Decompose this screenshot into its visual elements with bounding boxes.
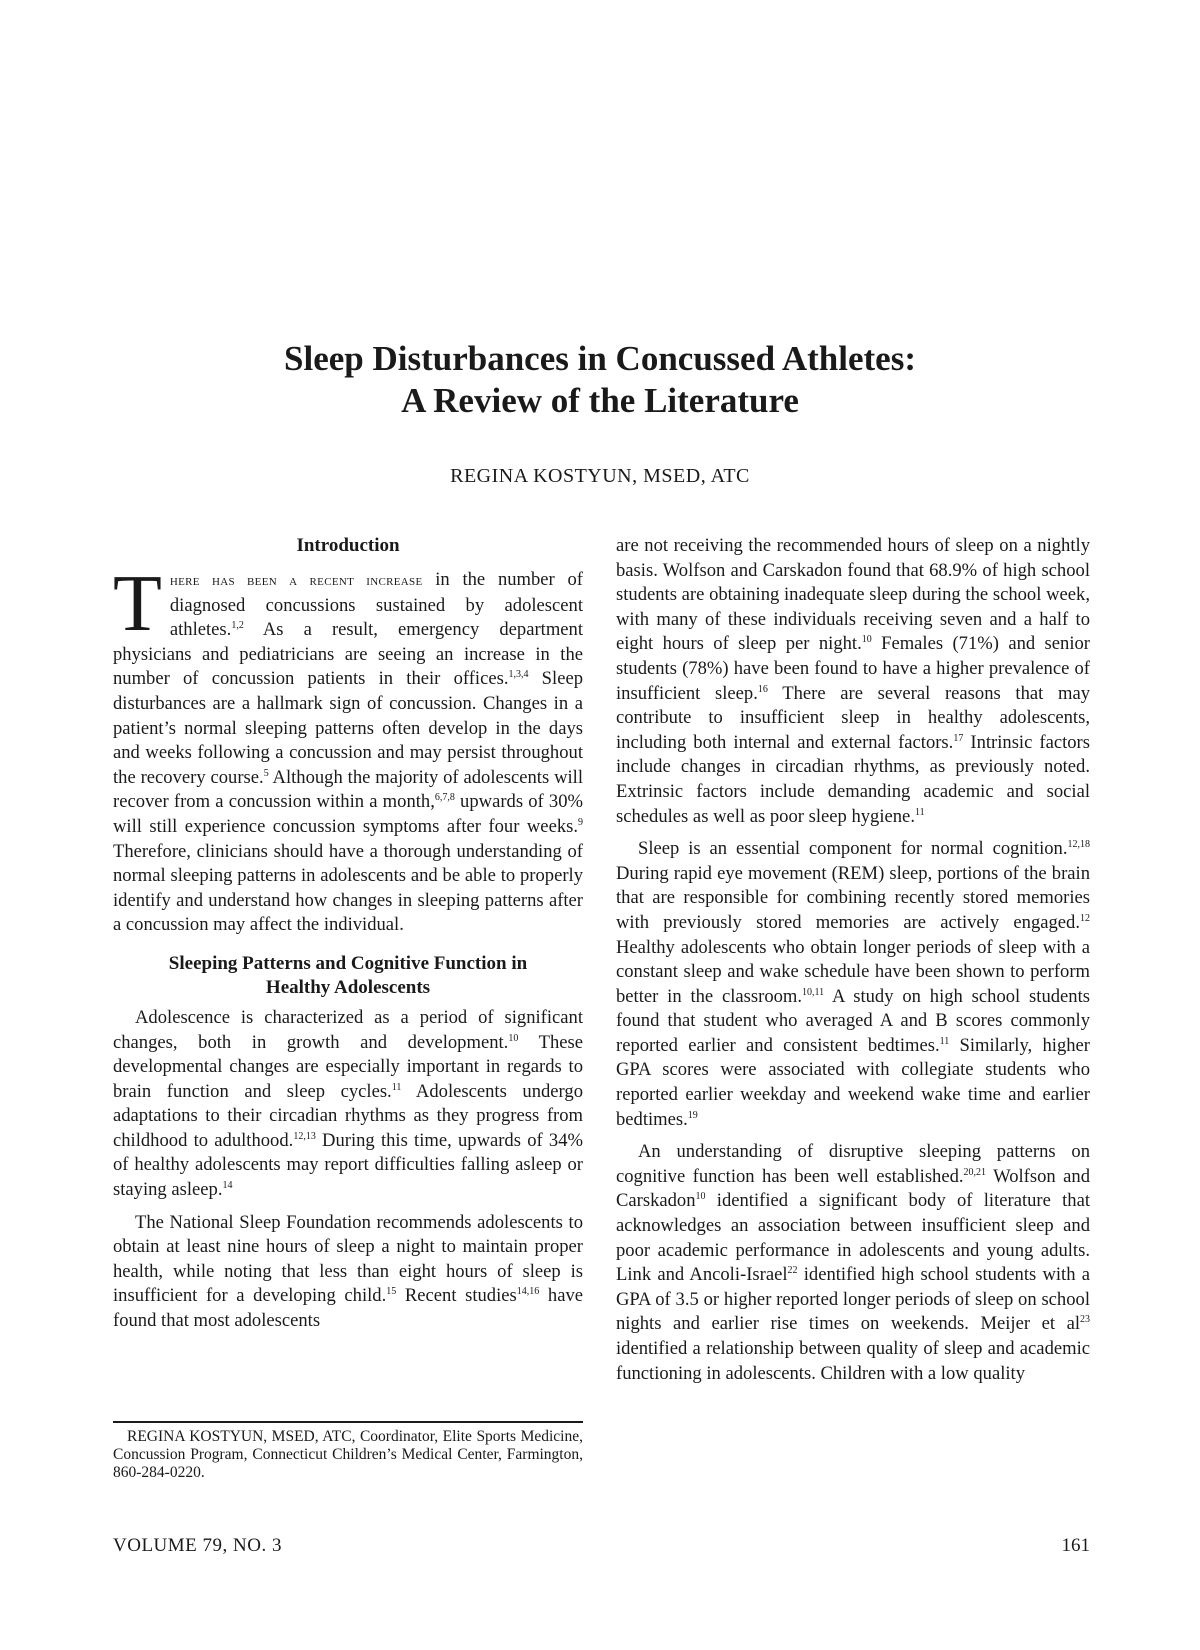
text-run: Recent studies bbox=[396, 1285, 517, 1307]
article-title-line-1: Sleep Disturbances in Concussed Athletes: bbox=[284, 339, 916, 378]
text-run: As a result, emergency department physicians and pediatricians are seeing an increase in the number of concussion patients in their offices. bbox=[113, 619, 583, 690]
right-column bbox=[616, 534, 1090, 1386]
section-heading-sleeping-patterns bbox=[113, 952, 583, 1000]
journal-volume: VOLUME 79, NO. 3 bbox=[113, 1535, 282, 1556]
paragraph-national-sleep-foundation bbox=[113, 1211, 583, 1334]
citation: 14 bbox=[222, 1179, 233, 1191]
text-run: Adolescence is characterized as a period of significant changes, both in growth and development. bbox=[113, 1006, 583, 1053]
text-run: Females (71%) and senior students (78%) have been found to have a higher prevalence of insufficient sleep. bbox=[616, 633, 1090, 704]
text-run: These developmental changes are especially important in regards to brain function and sleep cycles. bbox=[113, 1031, 583, 1102]
page-number: 161 bbox=[1061, 1535, 1090, 1556]
citation: 10,11 bbox=[802, 986, 825, 998]
text-run: Although the majority of adolescents will recover from a concussion within a month, bbox=[113, 766, 583, 813]
text-run: Intrinsic factors include changes in circadian rhythms, as previously noted. Extrinsic factors include demanding academic and social schedules as well as poor sleep hygiene. bbox=[616, 731, 1090, 827]
text-run: Healthy adolescents who obtain longer periods of sleep with a constant sleep and wake schedule have been shown to perform better in the classroom. bbox=[616, 936, 1090, 1007]
footnote-divider bbox=[113, 1421, 583, 1423]
citation: 15 bbox=[386, 1286, 397, 1298]
intro-smallcaps: here has been a recent increase bbox=[169, 573, 423, 589]
text-run: An understanding of disruptive sleeping patterns on cognitive function has been well established. bbox=[616, 1141, 1090, 1187]
citation: 23 bbox=[1080, 1314, 1090, 1326]
text-run: There are several reasons that may contribute to insufficient sleep in healthy adolescents, including both internal and external factors. bbox=[616, 682, 1090, 753]
paragraph-sleep-cognition bbox=[616, 837, 1090, 1132]
citation: 12,18 bbox=[1067, 838, 1090, 850]
title-block bbox=[0, 338, 1200, 422]
paragraph-sleep-deficit bbox=[616, 534, 1090, 829]
citation: 14,16 bbox=[516, 1286, 540, 1298]
citation: 20,21 bbox=[963, 1166, 987, 1178]
citation: 11 bbox=[914, 806, 925, 818]
citation: 9 bbox=[578, 816, 583, 828]
text-run: upwards of 30% will still experience concussion symptoms after four weeks. bbox=[113, 791, 584, 837]
citation: 16 bbox=[757, 683, 768, 695]
text-run: The National Sleep Foundation recommends adolescents to obtain at least nine hours of sleep a night to maintain proper health, while noting that less than eight hours of sleep is insufficient for a developing child. bbox=[113, 1211, 583, 1307]
text-run: are not receiving the recommended hours of sleep on a nightly basis. Wolfson and Carskadon found that 68.9% of high school students are obtaining inadequate sleep during the school week, with many of these individuals receiving seven and a half to eight hours of sleep per night. bbox=[616, 535, 1090, 655]
text-run: Therefore, clinicians should have a thorough understanding of normal sleeping patterns in adolescents and be able to properly identify and understand how changes in sleeping patterns after a concussion may affect the individual. bbox=[113, 840, 583, 936]
drop-cap: T bbox=[113, 560, 162, 648]
text-run: in the number of diagnosed concussions sustained by adolescent athletes. bbox=[169, 569, 584, 641]
intro-paragraph bbox=[113, 560, 584, 938]
citation: 5 bbox=[263, 767, 269, 779]
text-run: Sleep is an essential component for normal cognition. bbox=[638, 838, 1068, 860]
text-run: Similarly, higher GPA scores were associated with collegiate students who reported earlier weekday and weekend wake time and earlier bedtimes. bbox=[616, 1034, 1090, 1130]
text-run: During this time, upwards of 34% of healthy adolescents may report difficulties falling asleep or staying asleep. bbox=[113, 1129, 584, 1201]
citation: 12 bbox=[1080, 912, 1090, 924]
heading-line-2: Healthy Adolescents bbox=[265, 976, 431, 998]
citation: 10 bbox=[508, 1032, 519, 1044]
left-column bbox=[113, 534, 583, 1334]
citation: 1,2 bbox=[231, 620, 244, 631]
citation: 10 bbox=[695, 1191, 706, 1203]
text-run: identified high school students with a GPA of 3.5 or higher reported longer periods of sleep on school nights and earlier rise times on weekends. Meijer et al bbox=[616, 1264, 1090, 1335]
text-run: Wolfson and Carskadon bbox=[616, 1165, 1090, 1212]
text-run: have found that most adolescents bbox=[113, 1285, 583, 1332]
text-run: During rapid eye movement (REM) sleep, portions of the brain that are responsible for combining recently stored memories with previously stored memories are actively engaged. bbox=[616, 862, 1090, 933]
citation: 11 bbox=[391, 1081, 402, 1093]
text-run: Sleep disturbances are a hallmark sign of concussion. Changes in a patient’s normal sleeping patterns often develop in the days and weeks following a concussion and may persist throughout the recovery course. bbox=[113, 668, 583, 788]
article-title-line-2: A Review of the Literature bbox=[401, 381, 799, 420]
paragraph-adolescence bbox=[113, 1006, 583, 1203]
paragraph-disruptive-patterns bbox=[616, 1140, 1090, 1386]
author-footnote: REGINA KOSTYUN, MSED, ATC, Coordinator, Elite Sports Medicine, Concussion Program, Connecticut Children’s Medical Center, Farmington, 860-284-0220. bbox=[113, 1428, 583, 1481]
heading-line-1: Sleeping Patterns and Cognitive Function in bbox=[168, 952, 528, 974]
citation: 22 bbox=[787, 1265, 798, 1277]
intro-heading: Introduction bbox=[296, 535, 400, 556]
citation: 12,13 bbox=[293, 1130, 316, 1142]
text-run: Adolescents undergo adaptations to their circadian rhythms as they progress from childhood to adulthood. bbox=[113, 1080, 583, 1151]
text-run: identified a significant body of literature that acknowledges an association between insufficient sleep and poor academic performance in adolescents and young adults. Link and Ancoli-Israel bbox=[616, 1190, 1090, 1286]
text-run: identified a relationship between quality of sleep and academic functioning in adolescents. Children with a low quality bbox=[616, 1338, 1090, 1384]
author-byline: REGINA KOSTYUN, MSED, ATC bbox=[450, 465, 750, 487]
citation: 19 bbox=[687, 1109, 698, 1121]
citation: 17 bbox=[953, 732, 964, 744]
text-run: A study on high school students found that student who averaged A and B scores commonly reported earlier and consistent bedtimes. bbox=[616, 985, 1090, 1056]
citation: 1,3,4 bbox=[508, 669, 529, 681]
citation: 10 bbox=[861, 634, 872, 646]
citation: 11 bbox=[939, 1035, 950, 1047]
citation: 6,7,8 bbox=[434, 792, 455, 804]
